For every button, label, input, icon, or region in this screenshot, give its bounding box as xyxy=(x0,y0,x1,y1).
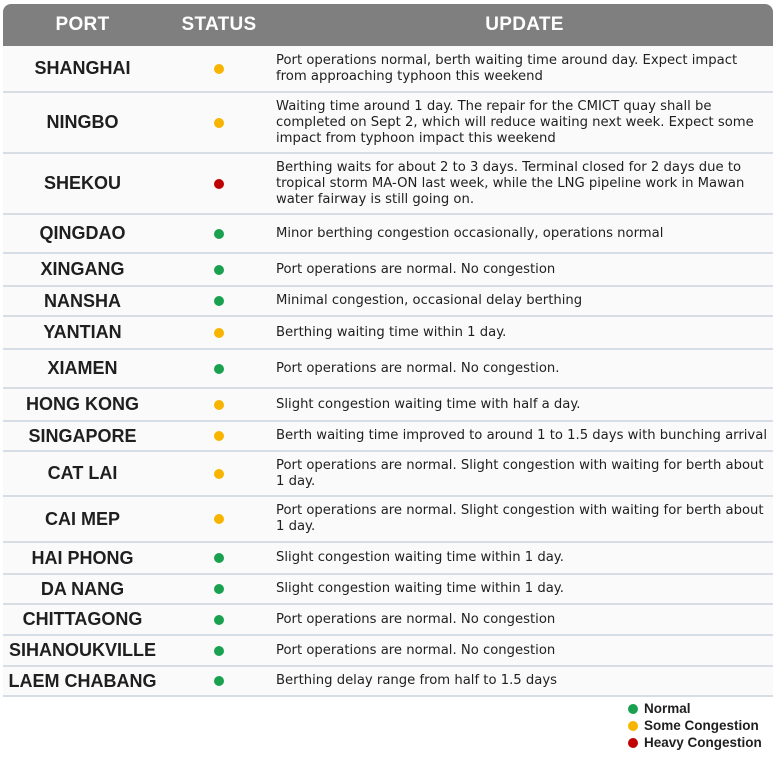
port-name: LAEM CHABANG xyxy=(8,670,157,691)
status-dot-icon xyxy=(214,615,224,625)
status-dot-icon xyxy=(214,118,224,128)
status-cell xyxy=(162,364,276,374)
status-dot-icon xyxy=(214,229,224,239)
update-text: Berthing waiting time within 1 day. xyxy=(276,324,507,340)
update-text: Port operations are normal. Slight congestion with waiting for berth about 1 day. xyxy=(276,503,764,534)
status-cell xyxy=(162,676,276,686)
port-name: SIHANOUKVILLE xyxy=(8,640,156,660)
status-cell xyxy=(162,646,276,656)
update-text: Berthing waits for about 2 to 3 days. Terminal closed for 2 days due to tropical storm MA-ON last week, while the LNG pipeline work in Mawan water fairway is still going on. xyxy=(276,159,745,207)
status-cell xyxy=(162,118,276,128)
header-update: UPDATE xyxy=(485,14,564,35)
port-name: YANTIAN xyxy=(43,322,122,342)
status-dot-icon xyxy=(214,584,224,594)
port-name: CHITTAGONG xyxy=(22,609,143,629)
status-dot-icon xyxy=(214,179,224,189)
port-name: NINGBO xyxy=(46,112,119,132)
table-row xyxy=(3,154,773,215)
table-row xyxy=(3,93,773,154)
update-text: Port operations are normal. Slight congestion with waiting for berth about 1 day. xyxy=(276,457,764,489)
update-text: Slight congestion waiting time within 1 day. xyxy=(276,581,564,596)
legend-label: Some Congestion xyxy=(644,718,759,733)
table-row xyxy=(3,605,773,636)
table-row xyxy=(3,215,773,254)
update-text: Port operations are normal. No congestion xyxy=(276,642,556,658)
port-name: XIAMEN xyxy=(47,358,118,378)
port-name: SHANGHAI xyxy=(34,58,131,78)
update-text: Slight congestion waiting time with half a day. xyxy=(276,396,581,412)
table-row xyxy=(3,254,773,287)
update-text: Waiting time around 1 day. The repair for the CMICT quay shall be completed on Sept 2, which will reduce waiting next week. Expect some impact from typhoon impact this weekend xyxy=(276,98,754,146)
header-status: STATUS xyxy=(181,14,257,35)
status-dot-icon xyxy=(214,469,224,479)
table-header xyxy=(3,4,773,46)
status-cell xyxy=(162,229,276,239)
header-port: PORT xyxy=(55,14,110,35)
status-cell xyxy=(162,514,276,524)
update-text: Port operations normal, berth waiting time around day. Expect impact from approaching typhoon this weekend xyxy=(276,52,738,84)
update-text: Port operations are normal. No congestion. xyxy=(276,360,560,376)
status-dot-icon xyxy=(214,646,224,656)
status-dot-icon xyxy=(214,676,224,686)
status-dot-icon xyxy=(214,328,224,338)
status-dot-icon xyxy=(214,265,224,275)
update-text: Port operations are normal. No congestion xyxy=(276,261,556,277)
table-body xyxy=(3,46,773,697)
status-dot-icon xyxy=(214,514,224,524)
port-name: DA NANG xyxy=(40,578,125,599)
status-dot-icon xyxy=(214,64,224,74)
status-dot-icon xyxy=(214,296,224,306)
status-dot-icon xyxy=(214,400,224,410)
port-name: CAI MEP xyxy=(44,508,120,529)
port-name: QINGDAO xyxy=(39,223,126,243)
legend-item-heavy xyxy=(628,734,762,751)
table-row xyxy=(3,575,773,605)
status-cell xyxy=(162,469,276,479)
legend-item-normal xyxy=(628,700,762,717)
update-text: Port operations are normal. No congestion xyxy=(276,611,556,627)
table-row xyxy=(3,350,773,389)
status-cell xyxy=(162,431,276,441)
port-name: SINGAPORE xyxy=(28,425,137,446)
status-legend xyxy=(628,700,762,751)
update-text: Berth waiting time improved to around 1 to 1.5 days with bunching arrival xyxy=(276,428,767,443)
status-cell xyxy=(162,265,276,275)
port-status-table xyxy=(3,4,773,697)
status-cell xyxy=(162,615,276,625)
port-name: CAT LAI xyxy=(47,463,118,483)
legend-item-some xyxy=(628,717,762,734)
port-name: HAI PHONG xyxy=(31,547,134,568)
status-cell xyxy=(162,328,276,338)
update-text: Slight congestion waiting time within 1 day. xyxy=(276,550,564,565)
status-cell xyxy=(162,400,276,410)
status-cell xyxy=(162,64,276,74)
status-cell xyxy=(162,584,276,594)
status-dot-icon xyxy=(214,431,224,441)
update-text: Berthing delay range from half to 1.5 days xyxy=(276,673,558,688)
update-text: Minor berthing congestion occasionally, operations normal xyxy=(276,225,664,241)
port-name: SHEKOU xyxy=(43,173,121,193)
legend-dot-icon xyxy=(628,704,638,714)
table-row xyxy=(3,422,773,452)
table-row xyxy=(3,452,773,497)
table-row xyxy=(3,317,773,350)
table-row xyxy=(3,543,773,575)
port-name: HONG KONG xyxy=(25,394,139,414)
status-cell xyxy=(162,553,276,563)
table-row xyxy=(3,287,773,317)
status-dot-icon xyxy=(214,553,224,563)
legend-dot-icon xyxy=(628,721,638,731)
table-row xyxy=(3,389,773,422)
update-text: Minimal congestion, occasional delay berthing xyxy=(276,293,583,308)
status-cell xyxy=(162,179,276,189)
table-row xyxy=(3,636,773,667)
table-row xyxy=(3,46,773,93)
legend-label: Normal xyxy=(644,701,691,716)
legend-label: Heavy Congestion xyxy=(644,735,762,750)
table-row xyxy=(3,497,773,543)
port-name: NANSHA xyxy=(43,290,121,311)
status-dot-icon xyxy=(214,364,224,374)
legend-dot-icon xyxy=(628,738,638,748)
table-row xyxy=(3,667,773,697)
port-name: XINGANG xyxy=(40,259,125,279)
status-cell xyxy=(162,296,276,306)
